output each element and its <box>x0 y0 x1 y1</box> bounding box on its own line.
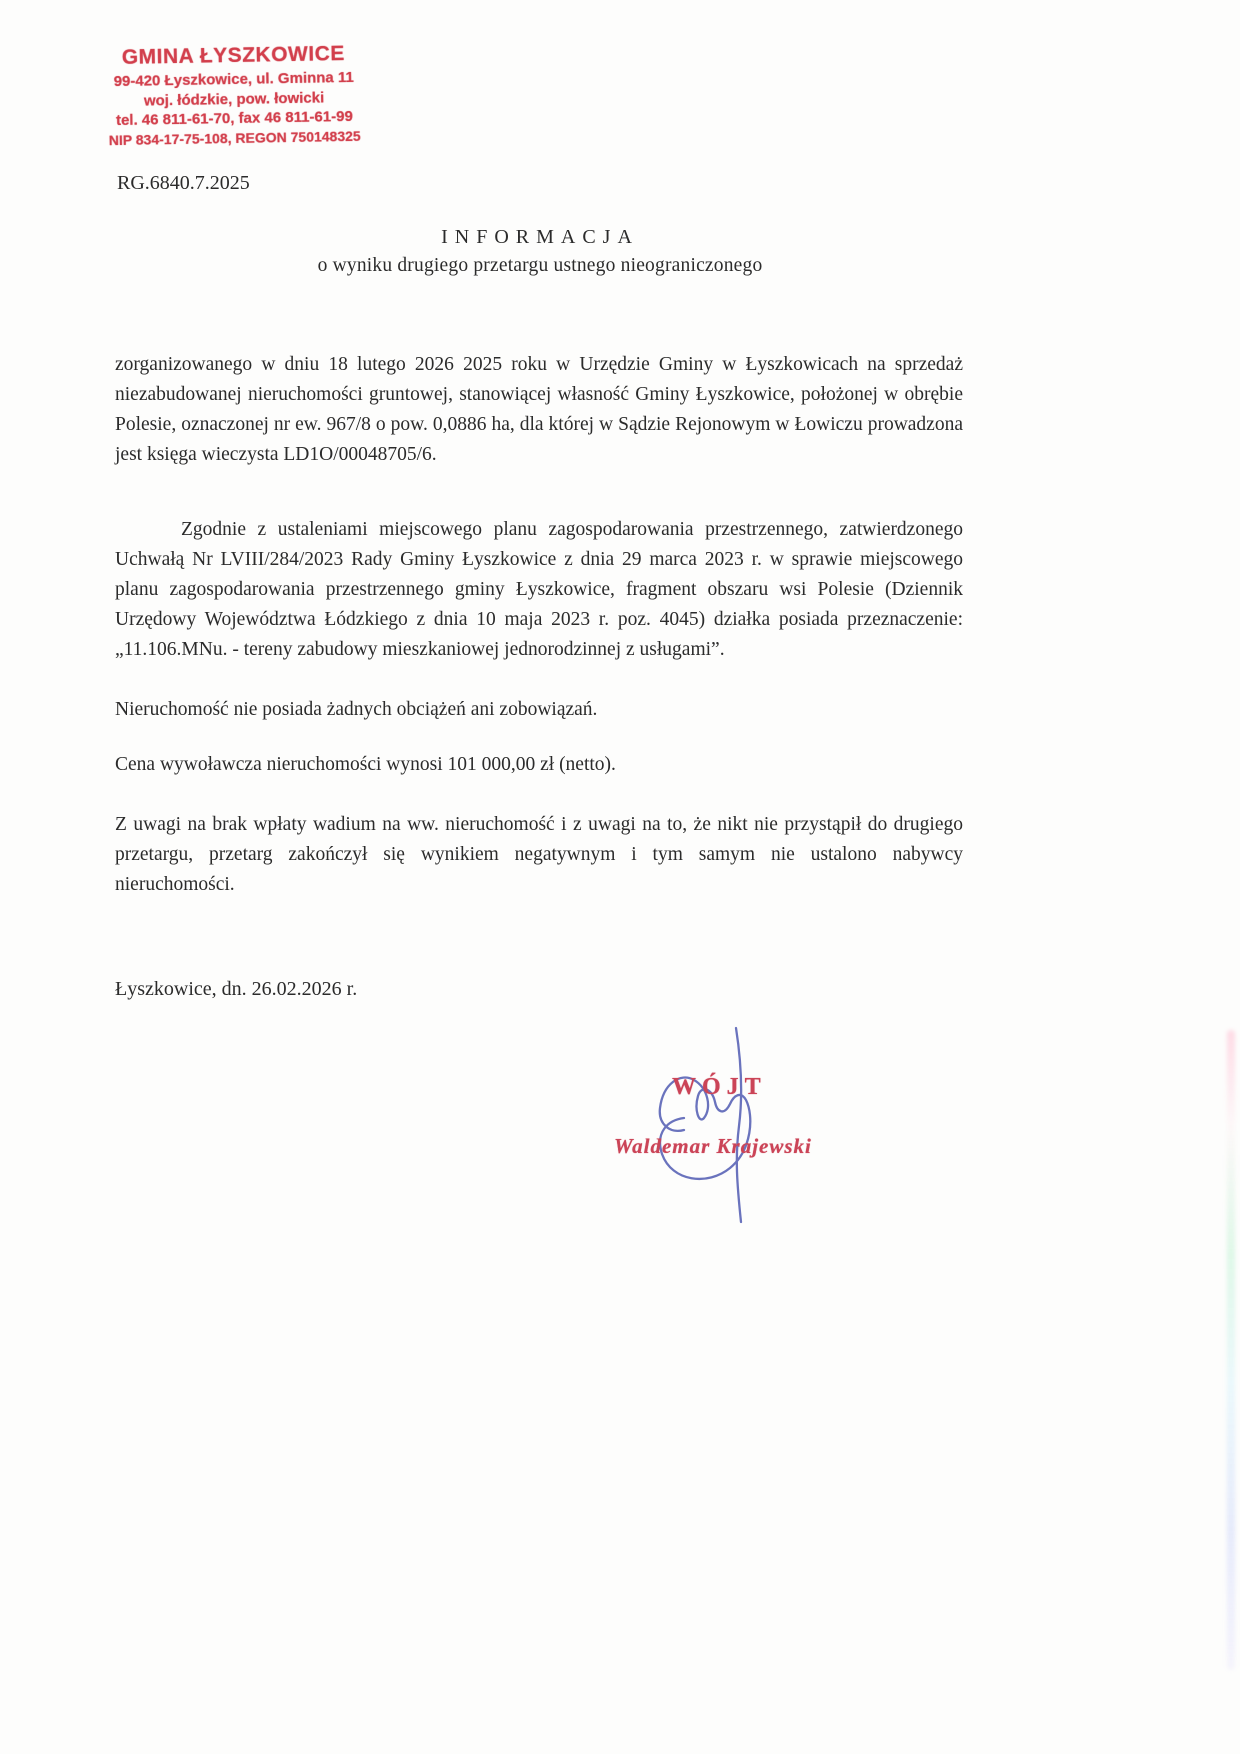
stamp-nip-regon: NIP 834-17-75-108, REGON 750148325 <box>108 127 361 149</box>
stamp-municipality-name: GMINA ŁYSZKOWICE <box>121 42 346 69</box>
place-date-line: Łyszkowice, dn. 26.02.2026 r. <box>115 978 358 1000</box>
body-paragraph-auction-info: zorganizowanego w dniu 18 lutego 2026 2025 roku w Urzędzie Gminy w Łyszkowicach na sprzedaż niezabudowanej nieruchomości gruntowej, stanowiącej własność Gminy Łyszkowice, położonej w obrębie Polesie, oznaczonej nr ew. 967/8 o pow. 0,0886 ha, dla której w Sądzie Rejonowym w Łowiczu prowadzona jest księga wieczysta LD1O/00048705/6. <box>115 354 963 465</box>
body-paragraph-zoning-plan: Zgodnie z ustaleniami miejscowego planu zagospodarowania przestrzennego, zatwierdzonego Uchwałą Nr LVIII/284/2023 Rady Gminy Łyszkowice z dnia 29 marca 2023 r. w sprawie miejscowego planu zagospodarowania przestrzennego gminy Łyszkowice, fragment obszaru wsi Polesie (Dziennik Urzędowy Województwa Łódzkiego z dnia 10 maja 2023 r. poz. 4045) działka posiada przeznaczenie: „11.106.MNu. - tereny zabudowy mieszkaniowej jednorodzinnej z usługami”. <box>115 519 963 660</box>
municipality-stamp <box>93 40 375 150</box>
stamp-region: woj. łódzkie, pow. łowicki <box>143 88 325 110</box>
handwritten-signature-ink <box>600 1026 840 1226</box>
stamp-phone-fax: tel. 46 811-61-70, fax 46 811-61-99 <box>115 108 353 130</box>
scan-color-artifact <box>1227 1030 1235 1670</box>
stamp-address: 99-420 Łyszkowice, ul. Gminna 11 <box>113 68 354 90</box>
document-subtitle: o wyniku drugiego przetargu ustnego nieograniczonego <box>317 255 763 276</box>
signature-name-stamp: Waldemar Krajewski <box>614 1134 812 1158</box>
body-paragraph-negative-result: Z uwagi na brak wpłaty wadium na ww. nieruchomość i z uwagi na to, że nikt nie przystąpił do drugiego przetargu, przetarg zakończył się wynikiem negatywnym i tym samym nie ustalono nabywcy nieruchomości. <box>115 814 963 895</box>
body-paragraph-encumbrances: Nieruchomość nie posiada żadnych obciążeń ani zobowiązań. <box>115 699 598 720</box>
document-body <box>115 350 963 900</box>
body-paragraph-starting-price: Cena wywoławcza nieruchomości wynosi 101 000,00 zł (netto). <box>115 754 616 775</box>
wojt-role-stamp: WÓJT <box>672 1074 767 1100</box>
document-title: INFORMACJA <box>441 226 639 248</box>
reference-number: RG.6840.7.2025 <box>117 172 250 194</box>
signature-block <box>600 1040 860 1230</box>
title-block <box>115 226 965 277</box>
